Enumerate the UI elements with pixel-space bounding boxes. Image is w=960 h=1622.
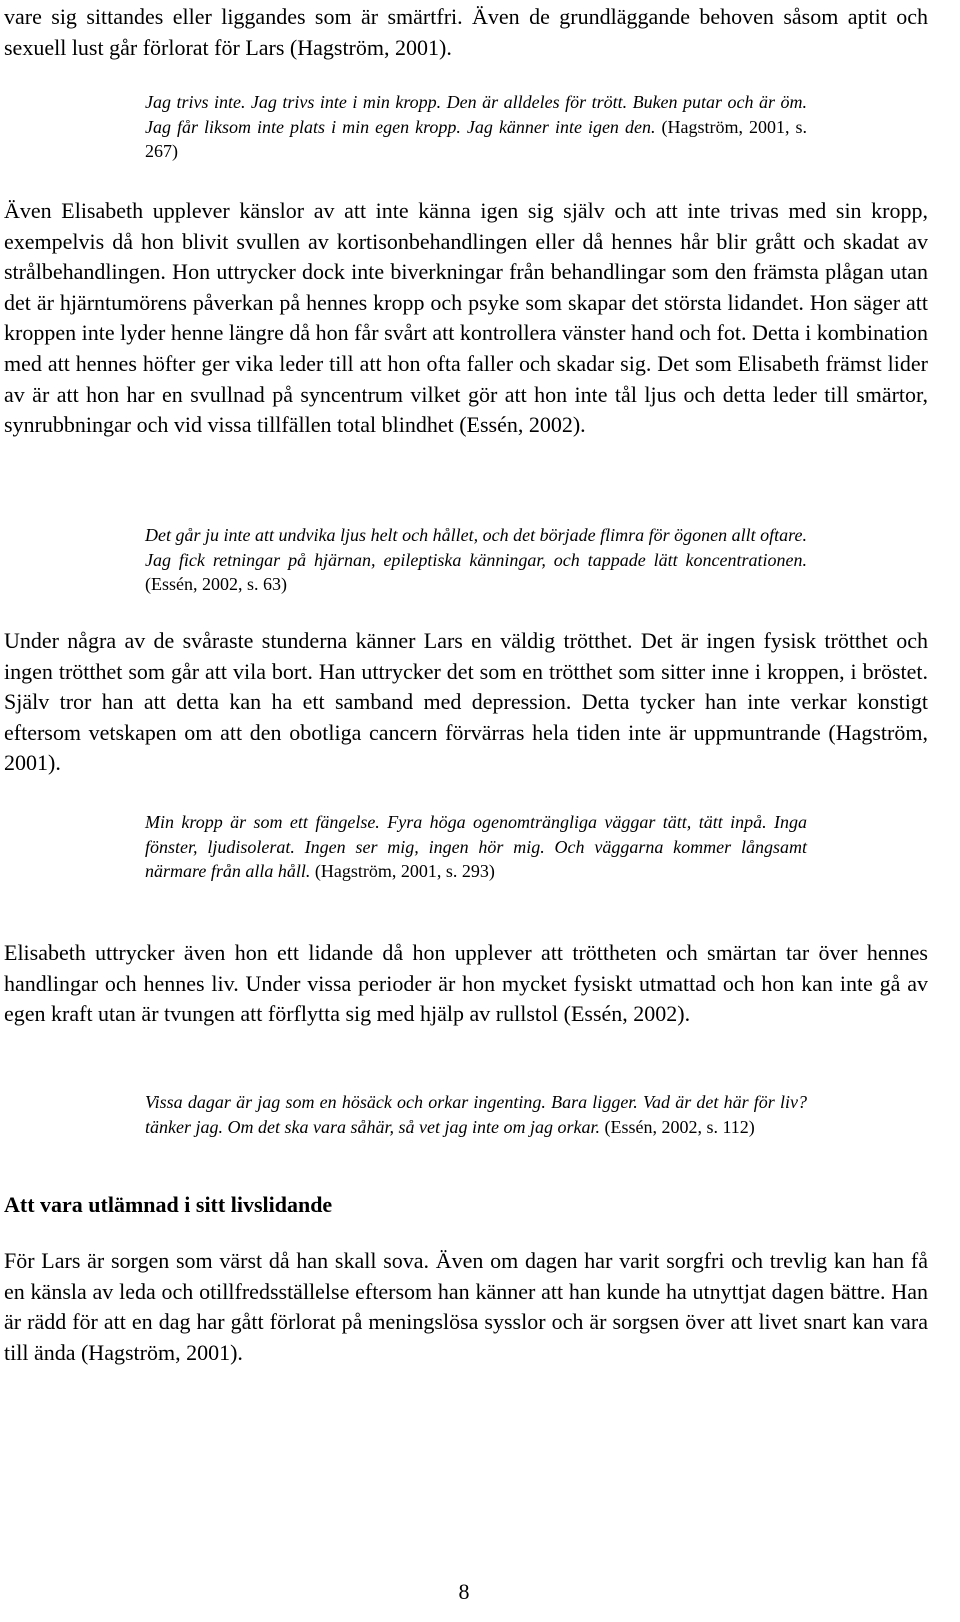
block-quote-4: [145, 1090, 807, 1139]
quote-text: Min kropp är som ett fängelse. Fyra höga ogenomträngliga väggar tätt, tätt inpå. Inga fönster, ljudisolerat. Ingen ser mig, ingen hör mig. Och väggarna kommer långsamt närmare från alla håll.: [145, 812, 807, 881]
quote-citation: (Essén, 2002, s. 112): [604, 1116, 755, 1137]
body-paragraph-5: För Lars är sorgen som värst då han skall sova. Även om dagen har varit sorgfri och trevlig kan han få en känsla av leda och otillfredsställelse eftersom han känner att han kunde ha utnyttjat dagen bättre. Han är rädd för att en dag har gått förlorat på meningslösa sysslor och är sorgsen över att livet snart kan vara till ända (Hagström, 2001).: [4, 1248, 928, 1365]
block-quote-2: [145, 523, 807, 597]
quote-citation: (Hagström, 2001, s. 267): [145, 116, 807, 161]
page-number: 8: [458, 1579, 470, 1604]
block-quote-3: [145, 810, 807, 884]
body-paragraph-3: Under några av de svåraste stunderna känner Lars en väldig trötthet. Det är ingen fysisk trötthet och ingen trötthet som går att vila bort. Han uttrycker det som en trötthet som sitter inne i kroppen, i bröstet. Själv tror han att detta kan ha ett samband med depression. Detta tycker han inte verkar konstigt eftersom vetskapen om att den obotliga cancern förvärras hela tiden inte är uppmuntrande (Hagström, 2001).: [4, 628, 928, 776]
body-paragraph-2: Även Elisabeth upplever känslor av att inte känna igen sig själv och att inte trivas med sin kropp, exempelvis då hon blivit svullen av kortisonbehandlingen eller då hennes hår blir grått och skadat av strålbehandlingen. Hon uttrycker dock inte biverkningar från behandlingar som den främsta plågan utan det är hjärntumörens påverkan på hennes kropp och psyke som skapar det största lidandet. Hon säger att kroppen inte lyder henne längre då hon får svårt att kontrollera vänster hand och fot. Detta i kombination med att hennes höfter ger vika leder till att hon ofta faller och skadar sig. Det som Elisabeth främst lider av är att hon har en svullnad på syncentrum vilket gör att hon inte tål ljus och detta leder till smärtor, synrubbningar och vid vissa tillfällen total blindhet (Essén, 2002).: [4, 198, 928, 438]
quote-text: Jag trivs inte. Jag trivs inte i min kropp. Den är alldeles för trött. Buken putar och är öm. Jag får liksom inte plats i min egen kropp. Jag känner inte igen den.: [145, 92, 807, 137]
body-paragraph-4: Elisabeth uttrycker även hon ett lidande då hon upplever att tröttheten och smärtan tar över hennes handlingar och hennes liv. Under vissa perioder är hon mycket fysiskt utmattad och hon kan inte gå av egen kraft utan är tvungen att förflytta sig med hjälp av rullstol (Essén, 2002).: [4, 940, 928, 1027]
quote-text: Vissa dagar är jag som en hösäck och orkar ingenting. Bara ligger. Vad är det här för liv? tänker jag. Om det ska vara såhär, så vet jag inte om jag orkar.: [145, 1092, 807, 1137]
body-paragraph-top: vare sig sittandes eller liggandes som är smärtfri. Även de grundläggande behoven såsom aptit och sexuell lust går förlorat för Lars (Hagström, 2001).: [4, 4, 928, 60]
block-quote-1: [145, 90, 807, 164]
quote-text: Det går ju inte att undvika ljus helt och hållet, och det började flimra för ögonen allt oftare. Jag fick retningar på hjärnan, epileptiska känningar, och tappade lätt koncentrationen.: [145, 525, 807, 570]
section-heading: Att vara utlämnad i sitt livslidande: [4, 1192, 333, 1217]
quote-citation: (Hagström, 2001, s. 293): [314, 861, 495, 881]
quote-citation: (Essén, 2002, s. 63): [145, 574, 287, 594]
